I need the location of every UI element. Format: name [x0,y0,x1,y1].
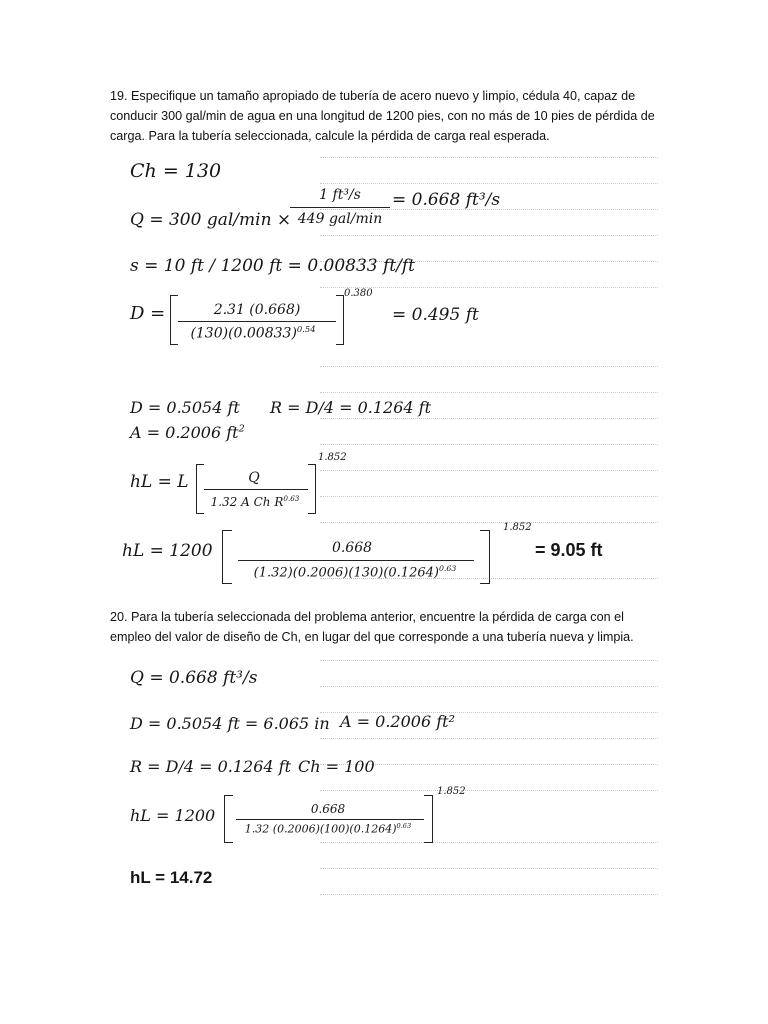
flow-area: A = 0.2006 $ft^2$ [130,423,245,442]
flow-conversion-numerator: 1 ft³/s [319,187,361,203]
flow-value: Q = 0.668 ft³/s [130,668,258,688]
diameter-denominator: $(130)(0.00833)^{0.54}$ [190,324,316,342]
design-headloss-prefix: hL = 1200 [130,806,216,825]
diameter-prefix: D = [130,303,166,324]
flow-fraction-bar [290,207,390,208]
design-headloss-fraction-bar [236,819,424,820]
diameter-fraction-bar [178,321,336,322]
diameter-left-bracket [170,295,178,345]
problem-19-statement: 19. Especifique un tamaño apropiado de tubería de acero nuevo y limpio, cédula 40, capaz de conducir 300 gal/min de agua en una longitud de 1200 pies, con no más de 10 pies de pérdida de carga. Para la tubería seleccionada, calcule la pérdida de carga real esperada. [110,89,655,143]
radius-value: R = D/4 = 0.1264 ft [130,757,292,776]
headloss-prefix: hL = 1200 [122,541,213,561]
area-value: A = 0.2006 ft² [340,712,455,731]
design-headloss-right-bracket [424,795,433,843]
headloss-fraction-bar [238,560,474,561]
headloss-general-denominator: 1.32 A Ch $R^{0.63}$ [210,494,300,509]
diameter-numerator: 2.31 (0.668) [213,302,301,318]
flow-prefix: Q = 300 gal/min × [130,210,292,230]
ch-value: Ch = 130 [130,160,222,182]
headloss-general-numerator: Q [248,470,260,486]
headloss-exponent: 1.852 [503,522,532,533]
headloss-left-bracket [222,530,232,584]
problem-20-statement: 20. Para la tubería seleccionada del problema anterior, encuentre la pérdida de carga con el empleo del valor de diseño de Ch, en lugar del que corresponde a una tubería nueva y limpia. [110,610,634,644]
diameter-result: = 0.495 ft [392,305,479,325]
headloss-result: = 9.05 ft [535,540,603,560]
headloss-general-fraction-bar [204,489,308,490]
design-headloss-result: hL = 14.72 [130,868,213,887]
flow-conversion-denominator: 449 gal/min [297,211,383,227]
design-ch-value: Ch = 100 [298,757,375,776]
diameter-value: D = 0.5054 ft = 6.065 in [130,714,330,733]
headloss-general-exponent: 1.852 [318,452,347,463]
design-headloss-denominator: 1.32 $(0.2006)(100)(0.1264)^{0.63}$ [244,822,412,836]
diameter-right-bracket [336,295,344,345]
selected-diameter: D = 0.5054 ft [130,398,240,417]
headloss-general-right-bracket [308,464,316,514]
design-headloss-numerator: 0.668 [310,802,346,816]
diameter-exponent: 0.380 [344,288,373,299]
headloss-denominator: $(1.32)(0.2006)(130)(0.1264)^{0.63}$ [253,564,457,581]
headloss-right-bracket [480,530,490,584]
hydraulic-radius: R = D/4 = 0.1264 ft [270,398,432,417]
headloss-general-prefix: hL = L [130,472,189,492]
flow-result: = 0.668 ft³/s [392,190,501,210]
slope-line: s = 10 ft / 1200 ft = 0.00833 ft/ft [130,256,415,276]
design-headloss-exponent: 1.852 [437,786,466,797]
headloss-numerator: 0.668 [331,540,373,556]
